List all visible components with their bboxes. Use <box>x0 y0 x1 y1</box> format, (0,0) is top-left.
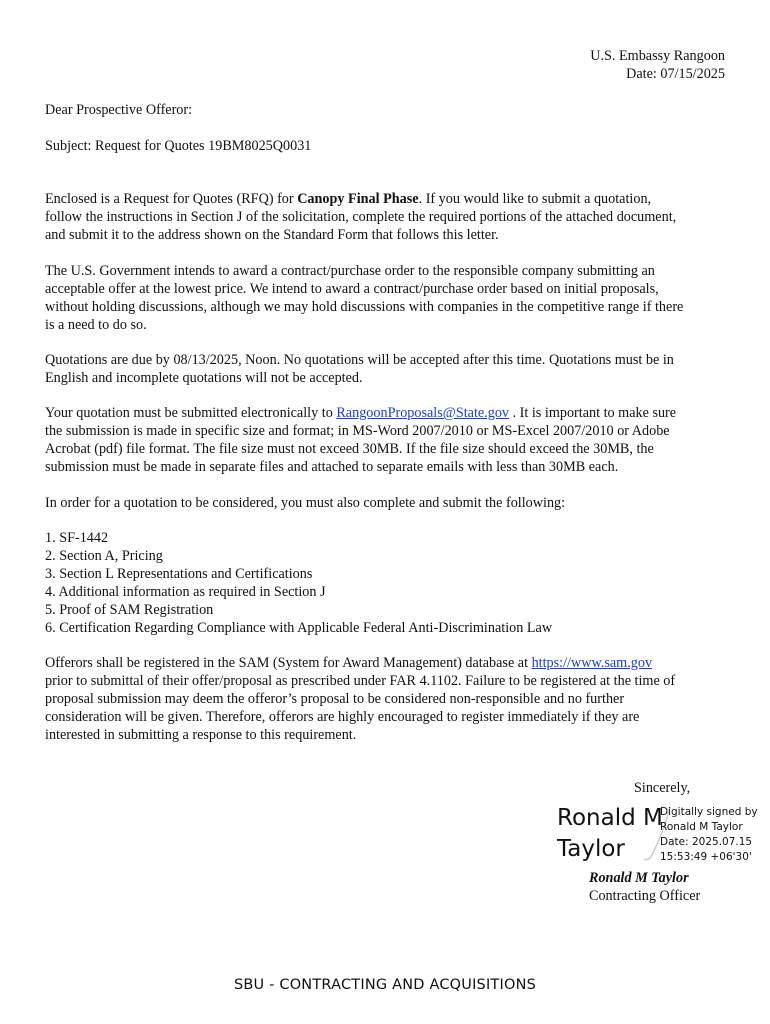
list-item: 3. Section L Representations and Certifications <box>45 566 313 582</box>
paragraph-line: Quotations are due by 08/13/2025, Noon. No quotations will be accepted after this time. Quotations must be in <box>45 352 674 368</box>
stamp-line: 15:53:49 +06'30' <box>660 851 752 863</box>
letter-date: Date: 07/15/2025 <box>626 66 725 82</box>
signature-name-line2: Taylor <box>557 836 625 862</box>
paragraph-line: acceptable offer at the lowest price. We intend to award a contract/purchase order based on initial proposals, <box>45 281 659 297</box>
requirements-list <box>45 529 552 637</box>
paragraph-line: is a need to do so. <box>45 317 147 333</box>
closing: Sincerely, <box>634 780 691 796</box>
stamp-line: Date: 2025.07.15 <box>660 836 753 848</box>
paragraph-line: consideration will be given. Therefore, offerors are highly encouraged to register immediately if they are <box>45 709 640 725</box>
paragraph-due-date <box>45 351 674 387</box>
paragraph-submission <box>45 404 676 476</box>
salutation: Dear Prospective Offeror: <box>45 102 193 118</box>
text-run: . If you would like to submit a quotation, <box>418 191 652 207</box>
paragraph-line <box>45 404 676 422</box>
paragraph-requirements-intro: In order for a quotation to be considered, you must also complete and submit the following: <box>45 495 566 511</box>
digital-signature[interactable] <box>557 803 767 865</box>
signer-name: Ronald M Taylor <box>589 870 689 886</box>
sam-link[interactable]: https://www.sam.gov <box>531 655 653 671</box>
project-name: Canopy Final Phase <box>297 191 419 207</box>
paragraph-award-intent <box>45 262 683 334</box>
paragraph-line: the submission is made in specific size and format; in MS-Word 2007/2010 or MS-Excel 2007/2010 or Adobe <box>45 423 670 439</box>
signature-stamp <box>660 805 758 865</box>
stamp-line: Digitally signed by <box>660 806 758 818</box>
paragraph-line: without holding discussions, although we may hold discussions with companies in the competitive range if there <box>45 299 684 315</box>
list-item: 1. SF-1442 <box>45 530 109 546</box>
list-item: 2. Section A, Pricing <box>45 548 163 564</box>
paragraph-line: submission must be made in separate files and attached to separate emails with less than 30MB each. <box>45 459 619 475</box>
paragraph-sam-registration <box>45 654 675 744</box>
text-run: . It is important to make sure <box>509 405 677 421</box>
page-footer: SBU - CONTRACTING AND ACQUISITIONS <box>233 977 537 993</box>
email-link[interactable]: RangoonProposals@State.gov <box>336 405 510 421</box>
list-item: 5. Proof of SAM Registration <box>45 602 214 618</box>
paragraph-line <box>45 190 676 208</box>
text-run: Enclosed is a Request for Quotes (RFQ) for <box>45 191 298 207</box>
paragraph-line: proposal submission may deem the offeror’s proposal to be considered non-responsible and no further <box>45 691 625 707</box>
paragraph-rfq-intro <box>45 190 676 244</box>
signer-title: Contracting Officer <box>589 888 701 904</box>
paragraph-line: The U.S. Government intends to award a contract/purchase order to the responsible company submitting an <box>45 263 655 279</box>
subject-line: Subject: Request for Quotes 19BM8025Q0031 <box>45 138 312 154</box>
list-item: 6. Certification Regarding Compliance with Applicable Federal Anti-Discrimination Law <box>45 620 553 636</box>
paragraph-line: interested in submitting a response to this requirement. <box>45 727 357 743</box>
paragraph-line: and submit it to the address shown on the Standard Form that follows this letter. <box>45 227 499 243</box>
paragraph-line: English and incomplete quotations will not be accepted. <box>45 370 363 386</box>
embassy-location: U.S. Embassy Rangoon <box>590 48 725 64</box>
paragraph-line: follow the instructions in Section J of the solicitation, complete the required portions of the attached document, <box>45 209 677 225</box>
paragraph-line: Acrobat (pdf) file format. The file size must not exceed 30MB. If the file size should exceed the 30MB, the <box>45 441 654 457</box>
text-run: Offerors shall be registered in the SAM (System for Award Management) database at <box>45 655 532 671</box>
letter-header <box>590 47 725 83</box>
paragraph-line: prior to submittal of their offer/proposal as prescribed under FAR 4.1102. Failure to be registered at the time of <box>45 673 676 689</box>
text-run: Your quotation must be submitted electronically to <box>45 405 337 421</box>
signer-block <box>589 869 700 905</box>
stamp-line: Ronald M Taylor <box>660 821 743 833</box>
signature-name-line1: Ronald M <box>557 805 663 831</box>
list-item: 4. Additional information as required in Section J <box>45 584 326 600</box>
paragraph-line <box>45 654 675 672</box>
